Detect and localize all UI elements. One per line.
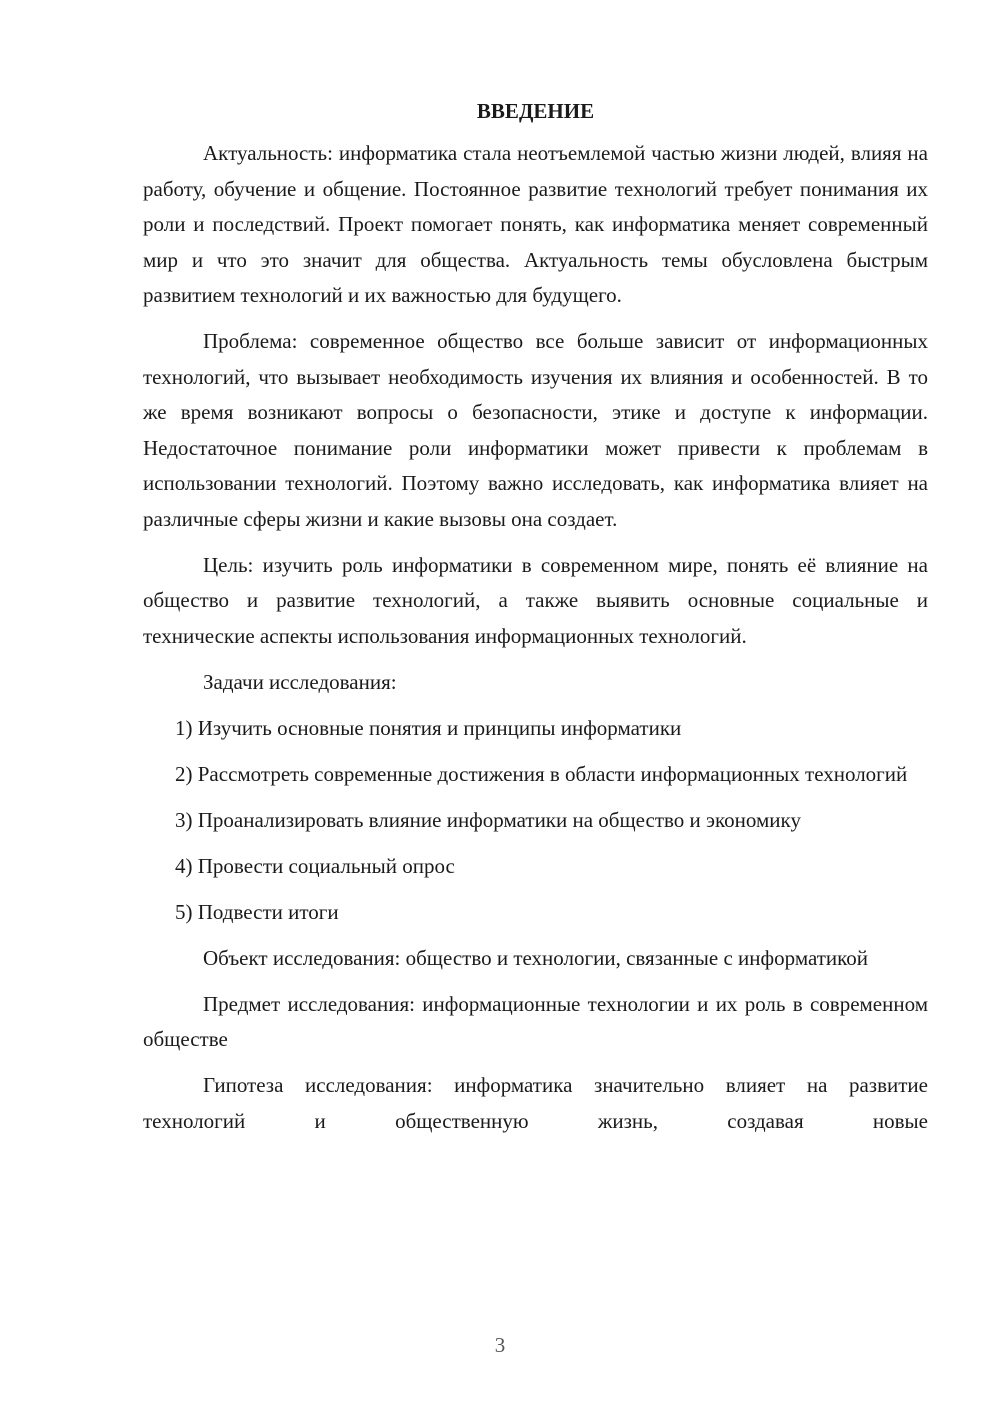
page-content — [143, 96, 928, 1150]
section-title: ВВЕДЕНИЕ — [476, 99, 595, 123]
paragraph-object: Объект исследования: общество и технологии, связанные с информатикой — [203, 945, 869, 970]
paragraph-tasks-heading: Задачи исследования: — [203, 669, 397, 694]
paragraph-relevance: Актуальность: информатика стала неотъемлемой частью жизни людей, влияя на работу, обучение и общение. Постоянное развитие технологий требует понимания их роли и последствий. Проект помогает понять, как информатика меняет современный мир и что это значит для общества. Актуальность темы обусловлена быстрым развитием технологий и их важностью для будущего. — [143, 141, 928, 307]
paragraph-subject: Предмет исследования: информационные технологии и их роль в современном обществе — [143, 991, 928, 1051]
task-item-1: 1) Изучить основные понятия и принципы информатики — [175, 715, 682, 740]
paragraph-goal: Цель: изучить роль информатики в современном мире, понять её влияние на общество и развитие технологий, а также выявить основные социальные и технические аспекты использования информационных технологий. — [143, 552, 928, 648]
task-item-3: 3) Проанализировать влияние информатики на общество и экономику — [175, 807, 801, 832]
paragraph-hypothesis: Гипотеза исследования: информатика значительно влияет на развитие технологий и общественную жизнь, создавая новые — [143, 1073, 928, 1133]
task-item-5: 5) Подвести итоги — [175, 899, 339, 924]
paragraph-problem: Проблема: современное общество все больше зависит от информационных технологий, что вызывает необходимость изучения их влияния и особенностей. В то же время возникают вопросы о безопасности, этике и доступе к информации. Недостаточное понимание роли информатики может привести к проблемам в использовании технологий. Поэтому важно исследовать, как информатика влияет на различные сферы жизни и какие вызовы она создает. — [143, 329, 928, 531]
task-item-4: 4) Провести социальный опрос — [175, 853, 455, 878]
task-item-2: 2) Рассмотреть современные достижения в области информационных технологий — [175, 761, 908, 786]
page-number: 3 — [494, 1333, 506, 1357]
